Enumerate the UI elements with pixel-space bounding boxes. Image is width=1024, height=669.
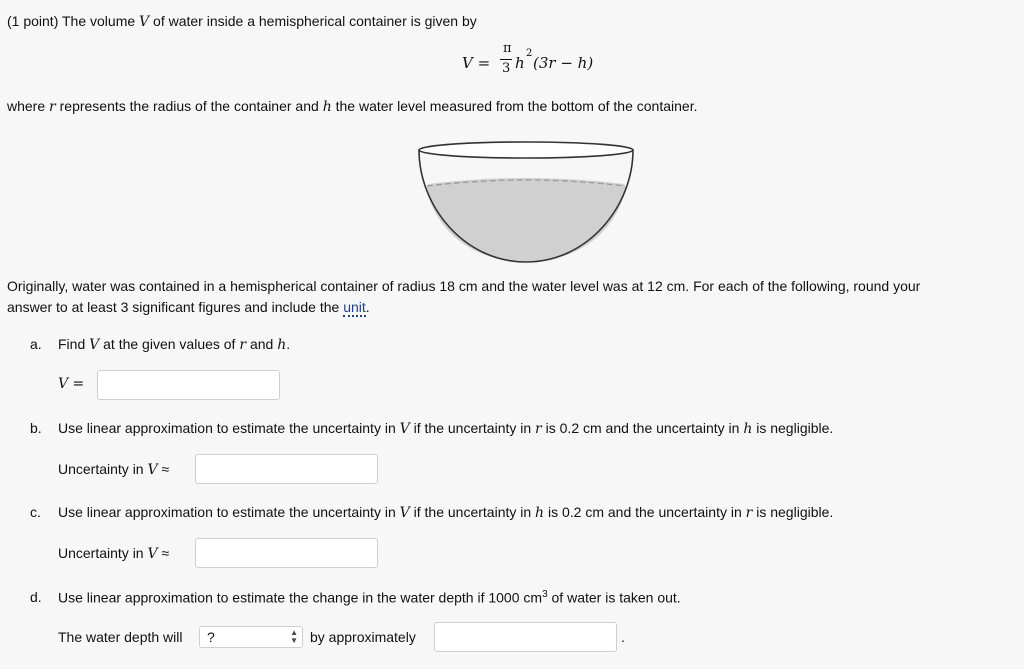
depth-direction-value: ? [207,629,215,645]
part-d-depth-label: The water depth will [58,629,183,645]
depth-direction-select[interactable] [199,626,303,648]
problem-paragraph-line2: answer to at least 3 significant figures and include the unit. [7,299,370,315]
part-a-question: Find V at the given values of r and h. [58,336,291,353]
part-b-answer-label: Uncertainty in V ≈ [58,461,170,478]
hemisphere-figure [414,136,638,268]
part-c-answer-label: Uncertainty in V ≈ [58,545,170,562]
part-a-answer-input[interactable] [97,370,280,400]
select-arrows-icon: ▲ ▼ [290,628,298,645]
part-a-answer-label: V = [58,376,85,392]
unit-help-link[interactable]: unit [343,299,366,315]
part-b-letter: b. [30,420,42,436]
problem-paragraph-line1: Originally, water was contained in a hemispherical container of radius 18 cm and the water level was at 12 cm. For each of the following, round your [7,278,921,294]
part-d-letter: d. [30,589,42,605]
part-d-mid-label: by approximately [310,629,416,645]
part-d-answer-input[interactable] [434,622,617,652]
part-b-question: Use linear approximation to estimate the uncertainty in V if the uncertainty in r is 0.2 cm and the uncertainty in h is negligible. [58,420,834,437]
part-c-question: Use linear approximation to estimate the uncertainty in V if the uncertainty in h is 0.2 cm and the uncertainty in r is negligible. [58,504,834,521]
part-a-letter: a. [30,336,42,352]
water-fill [426,178,626,262]
variable-definitions: where r represents the radius of the container and h the water level measured from the bottom of the container. [7,98,698,115]
part-b-answer-input[interactable] [195,454,378,484]
part-c-answer-input[interactable] [195,538,378,568]
bowl-rim [419,142,633,158]
part-d-period: . [621,629,625,645]
part-d-question: Use linear approximation to estimate the change in the water depth if 1000 $cm^3$ of water is taken out. [58,589,681,606]
part-c-letter: c. [30,504,41,520]
problem-intro: (1 point) The volume V of water inside a hemispherical container is given by [7,13,477,30]
